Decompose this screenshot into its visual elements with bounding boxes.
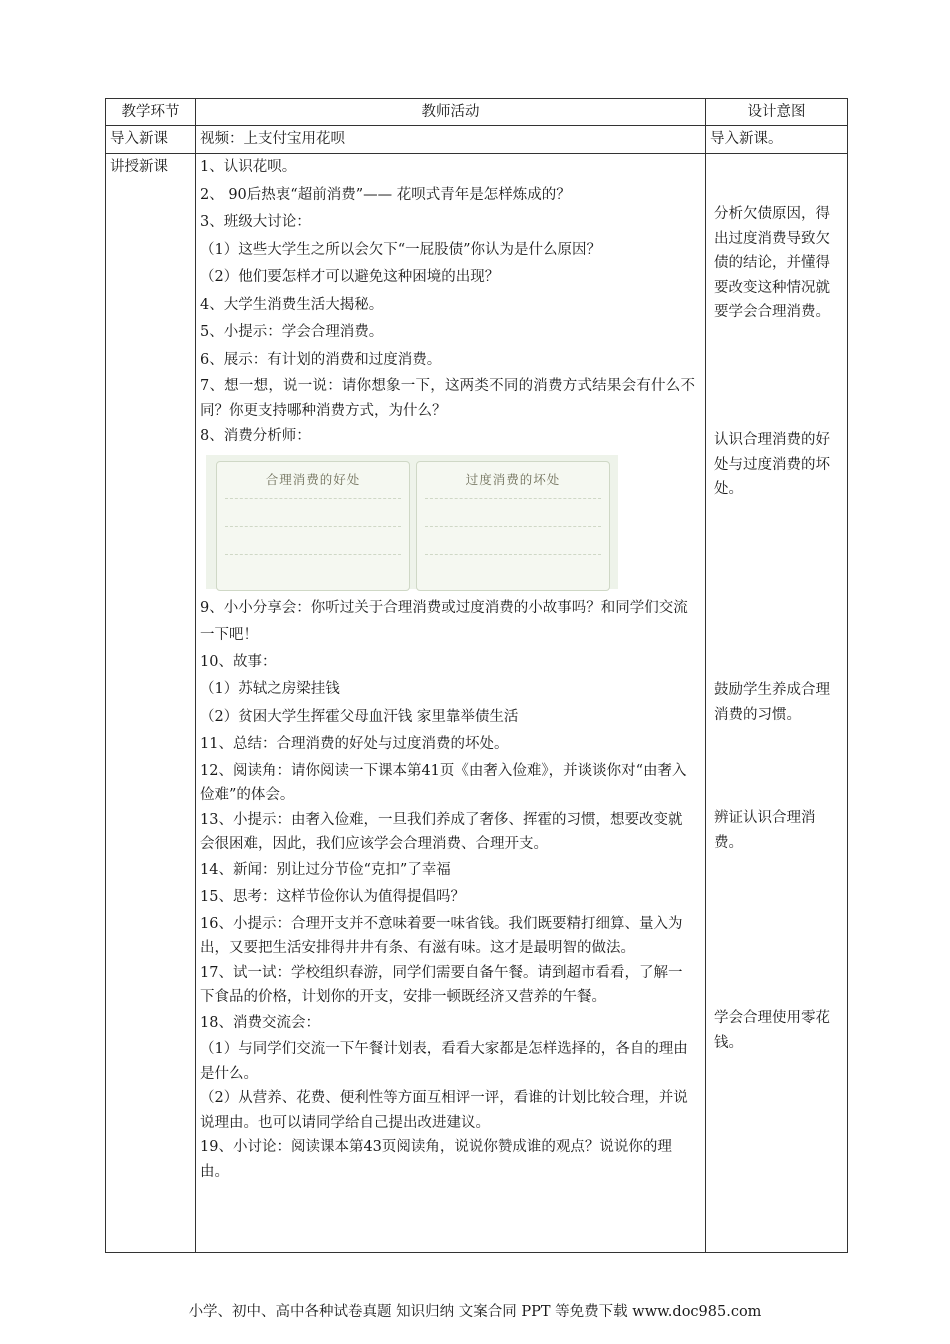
- activity-line-15: 15、思考：这样节俭你认为值得提倡吗？: [200, 889, 465, 905]
- main-stage: [106, 154, 196, 1253]
- main-intent-cell: [706, 154, 848, 1253]
- benefit-panel: [216, 461, 410, 591]
- activity-line-10-2: （2）贫困大学生挥霍父母血汗钱 家里靠举债生活: [200, 708, 519, 725]
- activity-line-12: 12、阅读角：请你阅读一下课本第41页《由奢入俭难》，并谈谈你对“由奢入俭难”的体会。: [200, 762, 687, 803]
- intent-4: 辨证认识合理消费。: [714, 810, 816, 851]
- header-activity: 教师活动: [196, 99, 706, 126]
- harm-panel: [416, 461, 610, 591]
- main-activity-cell: [196, 154, 706, 1253]
- intro-row: [106, 126, 848, 154]
- activity-line-7: 7、想一想，说一说：请你想象一下，这两类不同的消费方式结果会有什么不同？你更支持哪种消费方式，为什么？: [200, 378, 695, 419]
- activity-line-18: 18、消费交流会：: [200, 1014, 320, 1031]
- benefit-panel-title: 合理消费的好处: [265, 471, 361, 487]
- activity-line-3: 3、班级大讨论：: [200, 214, 311, 230]
- activity-line-6: 6、展示：有计划的消费和过度消费。: [200, 351, 442, 368]
- activity-line-18-2: （2）从营养、花费、便利性等方面互相评一评，看谁的计划比较合理，并说说理由。也可以请同学给自己提出改进建议。: [200, 1090, 688, 1131]
- activity-line-18-1: （1）与同学们交流一下午餐计划表，看看大家都是怎样选择的，各自的理由是什么。: [200, 1041, 688, 1082]
- header-row: [106, 99, 848, 126]
- activity-line-3-2: （2）他们要怎样才可以避免这种困境的出现？: [200, 269, 500, 285]
- activity-line-11: 11、总结：合理消费的好处与过度消费的坏处。: [200, 736, 509, 752]
- header-intent: 设计意图: [706, 99, 848, 126]
- activity-line-19: 19、小讨论：阅读课本第43页阅读角，说说你赞成谁的观点？说说你的理由。: [200, 1139, 672, 1180]
- activity-line-9: 9、小小分享会：你听过关于合理消费或过度消费的小故事吗？和同学们交流一下吧！: [200, 599, 688, 643]
- intent-5: 学会合理使用零花钱。: [714, 1010, 830, 1051]
- harm-panel-title: 过度消费的坏处: [465, 471, 561, 487]
- intro-activity: 视频：上支付宝用花呗: [196, 126, 706, 154]
- intent-2: 认识合理消费的好处与过度消费的坏处。: [714, 432, 830, 497]
- main-stage-label: 讲授新课: [110, 159, 168, 175]
- activity-line-16: 16、小提示：合理开支并不意味着要一味省钱。我们既要精打细算、量入为出，又要把生活安排得井井有条、有滋有味。这才是最明智的做法。: [200, 915, 683, 956]
- activity-line-14: 14、新闻：别让过分节俭“克扣”了幸福: [200, 861, 451, 878]
- activity-line-10: 10、故事：: [200, 653, 277, 670]
- activity-line-3-1: （1）这些大学生之所以会欠下“一屁股债”你认为是什么原因？: [200, 241, 602, 258]
- intent-1: 分析欠债原因，得出过度消费导致欠债的结论，并懂得要改变这种情况就要学会合理消费。: [714, 206, 830, 320]
- activity-line-17: 17、试一试：学校组织春游，同学们需要自备午餐。请到超市看看，了解一下食品的价格，计划你的开支，安排一顿既经济又营养的午餐。: [200, 964, 683, 1005]
- header-stage: 教学环节: [106, 99, 196, 126]
- consumption-analysis-figure: [206, 455, 618, 589]
- activity-line-10-1: （1）苏轼之房梁挂钱: [200, 681, 340, 697]
- main-row: [106, 154, 848, 1253]
- activity-line-2: 2、 90后热衷“超前消费”—— 花呗式青年是怎样炼成的？: [200, 186, 571, 203]
- activity-line-1: 1、认识花呗。: [200, 159, 297, 175]
- intent-3: 鼓励学生养成合理消费的习惯。: [714, 682, 830, 723]
- intro-intent: 导入新课。: [706, 126, 848, 154]
- activity-line-13: 13、小提示：由奢入俭难，一旦我们养成了奢侈、挥霍的习惯，想要改变就会很困难，因此，我们应该学会合理消费、合理开支。: [200, 811, 683, 852]
- page-footer: 小学、初中、高中各种试卷真题 知识归纳 文案合同 PPT 等免费下载 www.doc985.com: [188, 1304, 762, 1320]
- activity-line-8: 8、消费分析师：: [200, 428, 311, 444]
- activity-line-4: 4、大学生消费生活大揭秘。: [200, 296, 384, 313]
- activity-line-5: 5、小提示：学会合理消费。: [200, 324, 384, 340]
- lesson-plan-table: [105, 98, 848, 1253]
- intro-stage: 导入新课: [106, 126, 196, 154]
